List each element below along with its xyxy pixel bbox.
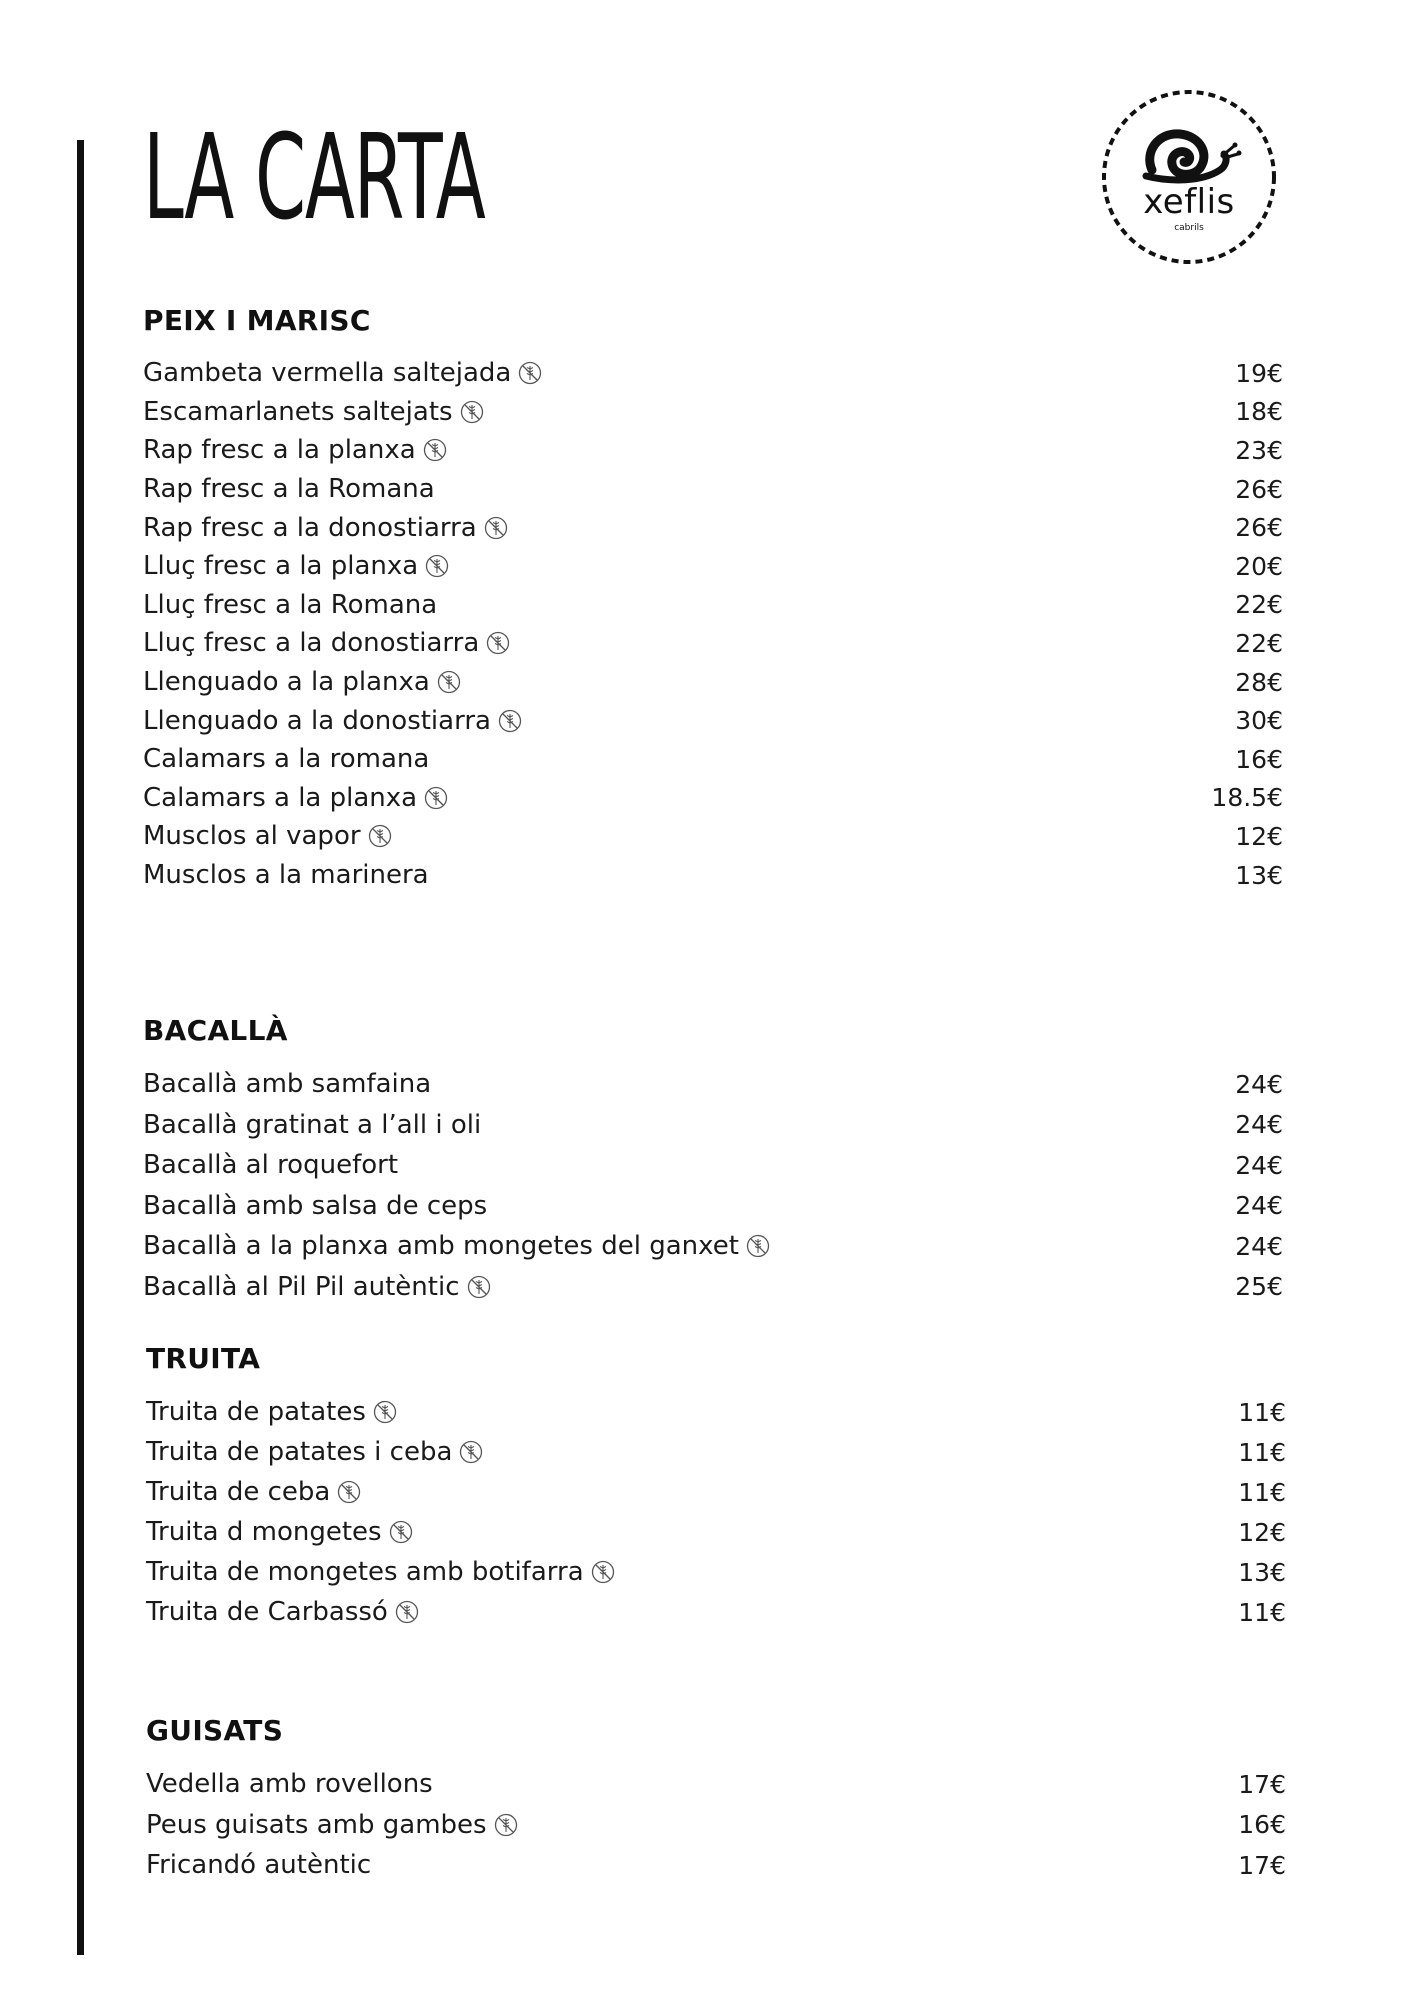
menu-item-left <box>143 1272 491 1302</box>
restaurant-logo <box>1100 88 1278 266</box>
menu-item-left <box>143 744 429 774</box>
menu-item <box>143 663 1283 702</box>
menu-item-price: 22€ <box>1235 590 1283 620</box>
menu-item-name: Lluç fresc a la planxa <box>143 551 419 582</box>
gluten-free-icon <box>460 400 484 424</box>
menu-item-name: Truita d mongetes <box>146 1517 382 1547</box>
menu-item <box>143 817 1283 856</box>
menu-item <box>146 1392 1286 1432</box>
menu-item-price: 24€ <box>1235 1191 1283 1221</box>
menu-item-price: 26€ <box>1235 474 1283 504</box>
menu-item-price: 20€ <box>1235 551 1283 581</box>
menu-item <box>146 1432 1286 1472</box>
menu-item-name: Truita de mongetes amb botifarra <box>146 1557 584 1587</box>
menu-item-name: Bacallà amb salsa de ceps <box>143 1190 488 1221</box>
menu-item-price: 12€ <box>1235 821 1283 851</box>
menu-item-left <box>143 435 447 465</box>
menu-item-name: Truita de patates i ceba <box>146 1437 453 1467</box>
gluten-free-icon <box>395 1600 419 1624</box>
menu-item-name: Musclos a la marinera <box>143 860 429 891</box>
menu-item-left <box>146 1557 615 1587</box>
menu-item-name: Vedella amb rovellons <box>146 1769 433 1800</box>
menu-item-left <box>143 551 449 581</box>
snail-logo-icon <box>1100 88 1278 266</box>
gluten-free-icon <box>518 361 542 385</box>
menu-item <box>143 1145 1283 1186</box>
gluten-free-icon <box>425 554 449 578</box>
menu-item-price: 11€ <box>1238 1477 1286 1507</box>
menu-item-left <box>146 1517 413 1547</box>
menu-item <box>143 856 1283 895</box>
gluten-free-icon <box>424 786 448 810</box>
gluten-free-icon <box>494 1813 518 1837</box>
menu-item-list <box>143 354 1283 894</box>
menu-item-price: 18.5€ <box>1211 783 1283 813</box>
menu-item-name: Fricandó autèntic <box>146 1850 372 1881</box>
gluten-free-icon <box>486 631 510 655</box>
menu-item-left <box>143 1110 481 1140</box>
menu-item <box>146 1764 1286 1805</box>
menu-item-price: 24€ <box>1235 1150 1283 1180</box>
menu-item-name: Escamarlanets saltejats <box>143 396 453 427</box>
menu-item <box>143 1064 1283 1105</box>
menu-item-name: Lluç fresc a la Romana <box>143 589 438 620</box>
menu-item-left <box>143 358 542 388</box>
left-vertical-rule <box>77 140 84 1955</box>
section-title: PEIX I MARISC <box>143 304 371 337</box>
menu-item-name: Truita de ceba <box>146 1477 331 1507</box>
menu-item-left <box>143 474 435 504</box>
menu-item <box>146 1592 1286 1632</box>
gluten-free-icon <box>459 1440 483 1464</box>
menu-item <box>143 470 1283 509</box>
menu-item-price: 24€ <box>1235 1110 1283 1140</box>
menu-item-list <box>143 1064 1283 1307</box>
menu-item-price: 24€ <box>1235 1069 1283 1099</box>
menu-item-name: Llenguado a la donostiarra <box>143 705 491 736</box>
menu-item-price: 12€ <box>1238 1517 1286 1547</box>
menu-item <box>146 1552 1286 1592</box>
gluten-free-icon <box>368 824 392 848</box>
menu-item-price: 24€ <box>1235 1231 1283 1261</box>
gluten-free-icon <box>389 1520 413 1544</box>
menu-item <box>143 740 1283 779</box>
menu-item-price: 17€ <box>1238 1769 1286 1799</box>
menu-item <box>146 1512 1286 1552</box>
menu-item-price: 28€ <box>1235 667 1283 697</box>
menu-item-price: 17€ <box>1238 1850 1286 1880</box>
menu-item-left <box>146 1597 419 1627</box>
menu-item-left <box>143 783 448 813</box>
menu-item-left <box>143 590 437 620</box>
menu-item-name: Musclos al vapor <box>143 821 361 852</box>
gluten-free-icon <box>498 709 522 733</box>
menu-item-name: Bacallà al Pil Pil autèntic <box>143 1271 460 1302</box>
menu-item-price: 13€ <box>1235 860 1283 890</box>
menu-item <box>143 1186 1283 1227</box>
menu-item <box>143 354 1283 393</box>
section-bacalla <box>143 1012 1283 1307</box>
gluten-free-icon <box>373 1400 397 1424</box>
page-title: LA CARTA <box>143 108 485 246</box>
logo-name: xeflis <box>1143 182 1235 222</box>
menu-item <box>143 1105 1283 1146</box>
menu-item-name: Gambeta vermella saltejada <box>143 358 512 389</box>
menu-item <box>143 1267 1283 1308</box>
menu-item-left <box>143 1150 398 1180</box>
section-title: TRUITA <box>146 1342 261 1375</box>
menu-item-name: Bacallà amb samfaina <box>143 1069 432 1100</box>
menu-item-price: 16€ <box>1235 744 1283 774</box>
menu-item <box>143 508 1283 547</box>
section-guisats <box>146 1712 1286 1886</box>
logo-subtitle: cabrils <box>1174 223 1204 233</box>
menu-item-left <box>146 1850 371 1880</box>
menu-item <box>143 431 1283 470</box>
menu-item-name: Bacallà al roquefort <box>143 1150 399 1181</box>
section-peix-i-marisc <box>143 302 1283 894</box>
gluten-free-icon <box>467 1275 491 1299</box>
menu-item <box>143 779 1283 818</box>
menu-item-name: Calamars a la romana <box>143 744 430 775</box>
menu-item-list <box>146 1764 1286 1886</box>
menu-item-price: 30€ <box>1235 706 1283 736</box>
menu-item-name: Calamars a la planxa <box>143 782 418 813</box>
menu-item-list <box>146 1392 1286 1632</box>
menu-item <box>146 1845 1286 1886</box>
menu-item-price: 11€ <box>1238 1437 1286 1467</box>
menu-item-left <box>143 1191 487 1221</box>
gluten-free-icon <box>591 1560 615 1584</box>
menu-item-left <box>143 513 508 543</box>
menu-item-name: Rap fresc a la Romana <box>143 474 435 505</box>
gluten-free-icon <box>423 438 447 462</box>
menu-item <box>146 1472 1286 1512</box>
menu-item-left <box>143 821 392 851</box>
menu-item <box>143 393 1283 432</box>
menu-item-price: 16€ <box>1238 1810 1286 1840</box>
menu-item-left <box>146 1477 361 1507</box>
gluten-free-icon <box>337 1480 361 1504</box>
menu-item-price: 26€ <box>1235 513 1283 543</box>
menu-item-left <box>146 1769 433 1799</box>
section-title: BACALLÀ <box>143 1014 288 1047</box>
menu-item-name: Bacallà gratinat a l’all i oli <box>143 1109 482 1140</box>
menu-item <box>143 547 1283 586</box>
menu-item-name: Bacallà a la planxa amb mongetes del ganxet <box>143 1231 739 1262</box>
menu-item-left <box>146 1810 518 1840</box>
menu-item-left <box>143 397 484 427</box>
menu-item-price: 19€ <box>1235 358 1283 388</box>
menu-item-price: 25€ <box>1235 1272 1283 1302</box>
menu-item-name: Truita de patates <box>146 1397 366 1427</box>
menu-item-left <box>146 1437 483 1467</box>
menu-item-price: 22€ <box>1235 628 1283 658</box>
menu-item-name: Truita de Carbassó <box>146 1597 388 1627</box>
section-title: GUISATS <box>146 1714 284 1747</box>
gluten-free-icon <box>746 1234 770 1258</box>
section-truita <box>146 1340 1286 1632</box>
menu-item-left <box>143 628 510 658</box>
menu-item <box>143 624 1283 663</box>
menu-item-left <box>143 1069 431 1099</box>
menu-item-price: 18€ <box>1235 397 1283 427</box>
menu-item-price: 23€ <box>1235 435 1283 465</box>
menu-item-name: Peus guisats amb gambes <box>146 1809 487 1840</box>
menu-item <box>143 1226 1283 1267</box>
menu-item-left <box>143 706 522 736</box>
menu-item-name: Llenguado a la planxa <box>143 667 430 698</box>
menu-item <box>143 701 1283 740</box>
menu-item-price: 11€ <box>1238 1397 1286 1427</box>
menu-item-price: 11€ <box>1238 1597 1286 1627</box>
menu-item-left <box>143 860 429 890</box>
menu-item <box>143 586 1283 625</box>
menu-item-left <box>143 1231 770 1261</box>
menu-item <box>146 1805 1286 1846</box>
menu-item-name: Rap fresc a la donostiarra <box>143 512 477 543</box>
menu-item-name: Lluç fresc a la donostiarra <box>143 628 480 659</box>
menu-item-price: 13€ <box>1238 1557 1286 1587</box>
gluten-free-icon <box>484 516 508 540</box>
menu-item-name: Rap fresc a la planxa <box>143 435 416 466</box>
gluten-free-icon <box>437 670 461 694</box>
menu-item-left <box>146 1397 397 1427</box>
menu-item-left <box>143 667 461 697</box>
